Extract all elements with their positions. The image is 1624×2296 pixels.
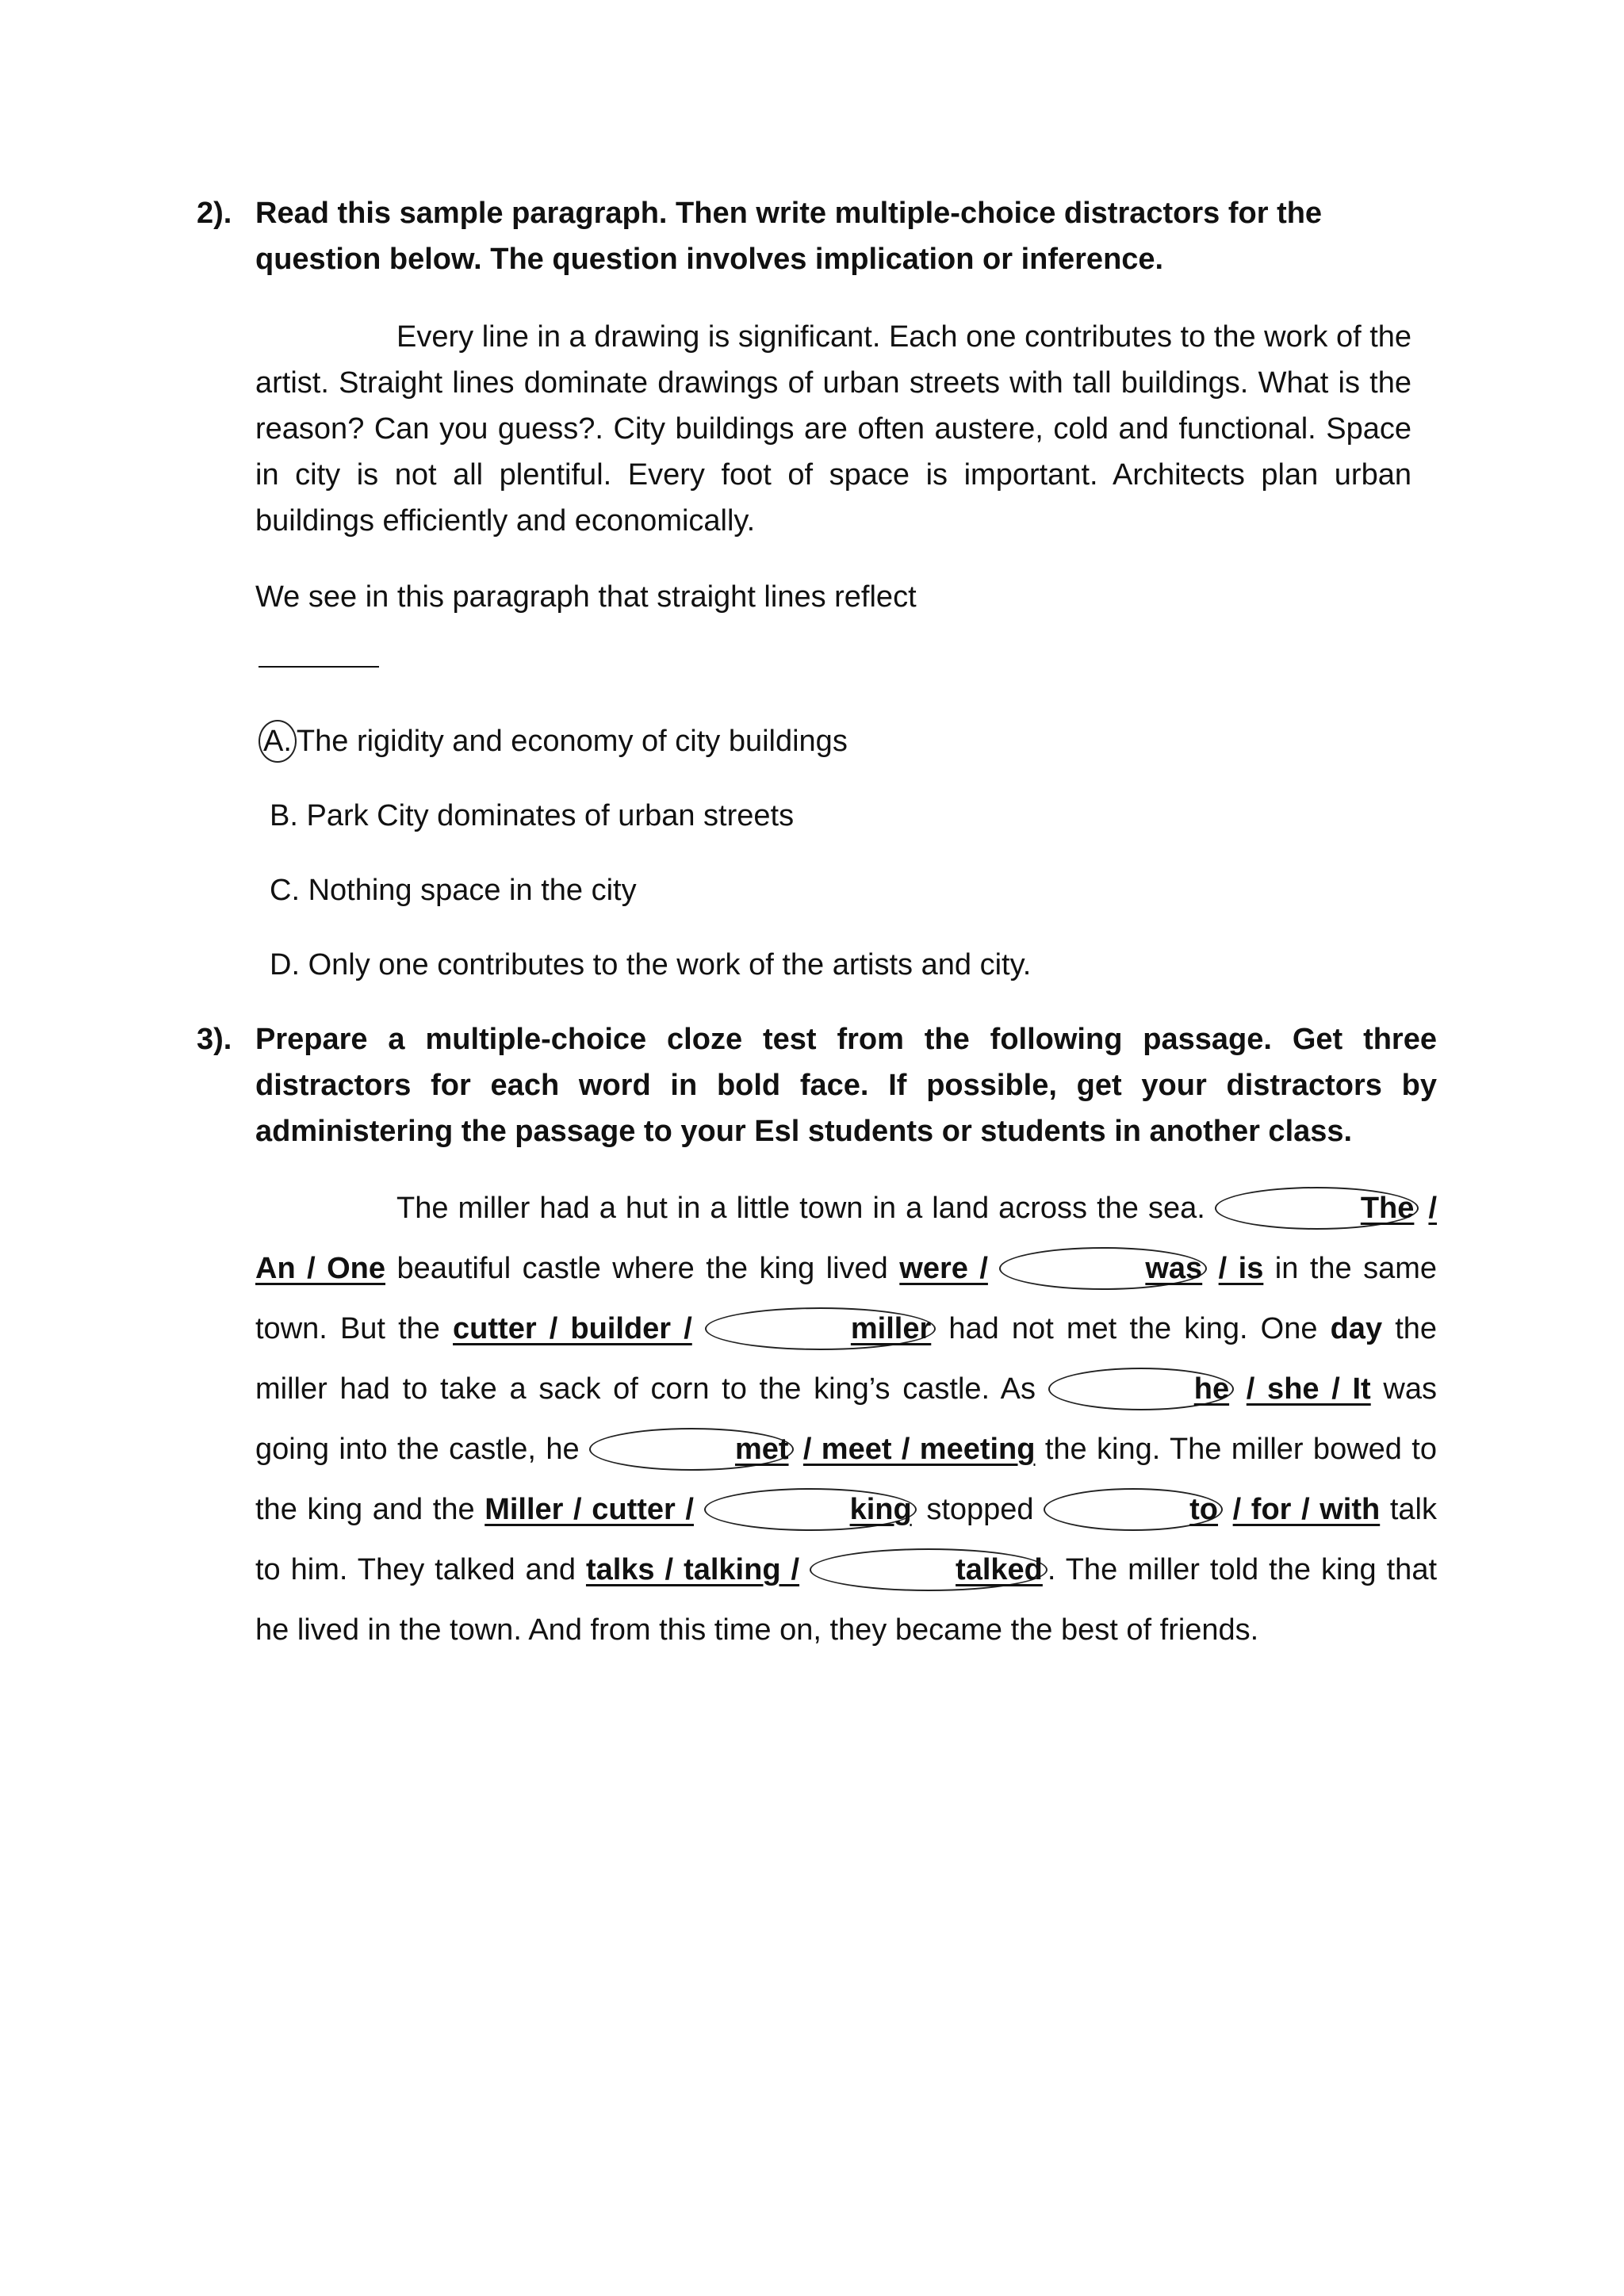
cloze-passage [255,1178,1437,1660]
blank-7-distractors: / for / with [1232,1493,1381,1526]
blank-5-distractors: / meet / meeting [802,1433,1036,1466]
option-a-text: The rigidity and economy of city buildings [296,725,848,758]
option-a-letter-circled: A. [259,720,297,763]
blank-5-answer-circled: met [589,1428,794,1471]
blank-8-distractors: talks / talking / [585,1553,800,1586]
blank-3-distractors: cutter / builder / [453,1312,692,1345]
option-d-text: Only one contributes to the work of the artists and city. [308,948,1032,982]
blank-2-distractors: / is [1218,1252,1264,1285]
passage-text: The miller had a hut in a little town in a land across the sea. [396,1192,1205,1225]
blank-6-answer-circled: king [704,1488,917,1531]
passage-text: had not met the king. One [948,1312,1318,1345]
option-a [259,718,848,764]
blank-7-answer-circled: to [1044,1488,1223,1531]
passage-text: in the same town. But the [255,1252,1438,1345]
blank-1-answer-circled: The [1215,1187,1419,1230]
blank-1-distractors: / An / One [255,1192,1437,1285]
option-c-letter: C. [270,874,300,907]
sample-paragraph: Every line in a drawing is significant. Each one contributes to the work of the artist. Straight lines dominate drawings of urban streets with tall buildings. What is the reason? Can you guess?. City buildings are often austere, cold and functional. Space in city is not all plentiful. Every foot of space is important. Architects plan urban buildings efficiently and economically. [255,320,1412,538]
question-2-prompt: Read this sample paragraph. Then write multiple-choice distractors for the question below. The question involves implication or inference. [255,197,1323,276]
option-d-letter: D. [270,948,300,982]
bold-word: day [1330,1312,1383,1345]
option-c-text: Nothing space in the city [308,874,637,907]
blank-6-distractors: Miller / cutter / [485,1493,694,1526]
passage-text: the miller had to take a sack of corn to the king’s castle. As [255,1312,1438,1406]
passage-text: beautiful castle where the king lived [396,1252,888,1285]
passage-text: was going into the castle, he [255,1372,1437,1466]
option-b-text: Park City dominates of urban streets [306,799,795,832]
option-b-letter: B. [270,799,298,832]
question-3-prompt: Prepare a multiple-choice cloze test from the following passage. Get three distractors for each word in bold face. If possible, get your distractors by administering the passage to your Esl students or students in another class. [255,1023,1437,1148]
passage-text: stopped [926,1493,1034,1526]
option-d [270,942,1031,988]
question-stem: We see in this paragraph that straight lines reflect [255,580,917,614]
answer-blank-line [259,666,379,668]
option-c [270,867,637,913]
blank-2-distractors: were / [899,1252,988,1285]
blank-4-distractors: / she / It [1246,1372,1371,1406]
passage-text: . The miller told the king that he lived in the town. And from this time on, they became the best of friends. [255,1553,1438,1647]
blank-3-answer-circled: miller [705,1307,936,1350]
option-b [270,793,794,839]
blank-8-answer-circled: talked [810,1548,1048,1591]
blank-2-answer-circled: was [999,1247,1207,1290]
question-3-number: 3). [197,1023,232,1056]
passage-text: talk to him. They talked and [255,1493,1437,1586]
question-2-number: 2). [197,197,232,230]
blank-4-answer-circled: he [1048,1368,1234,1410]
passage-text: the king. The miller bowed to the king and the [255,1433,1437,1526]
